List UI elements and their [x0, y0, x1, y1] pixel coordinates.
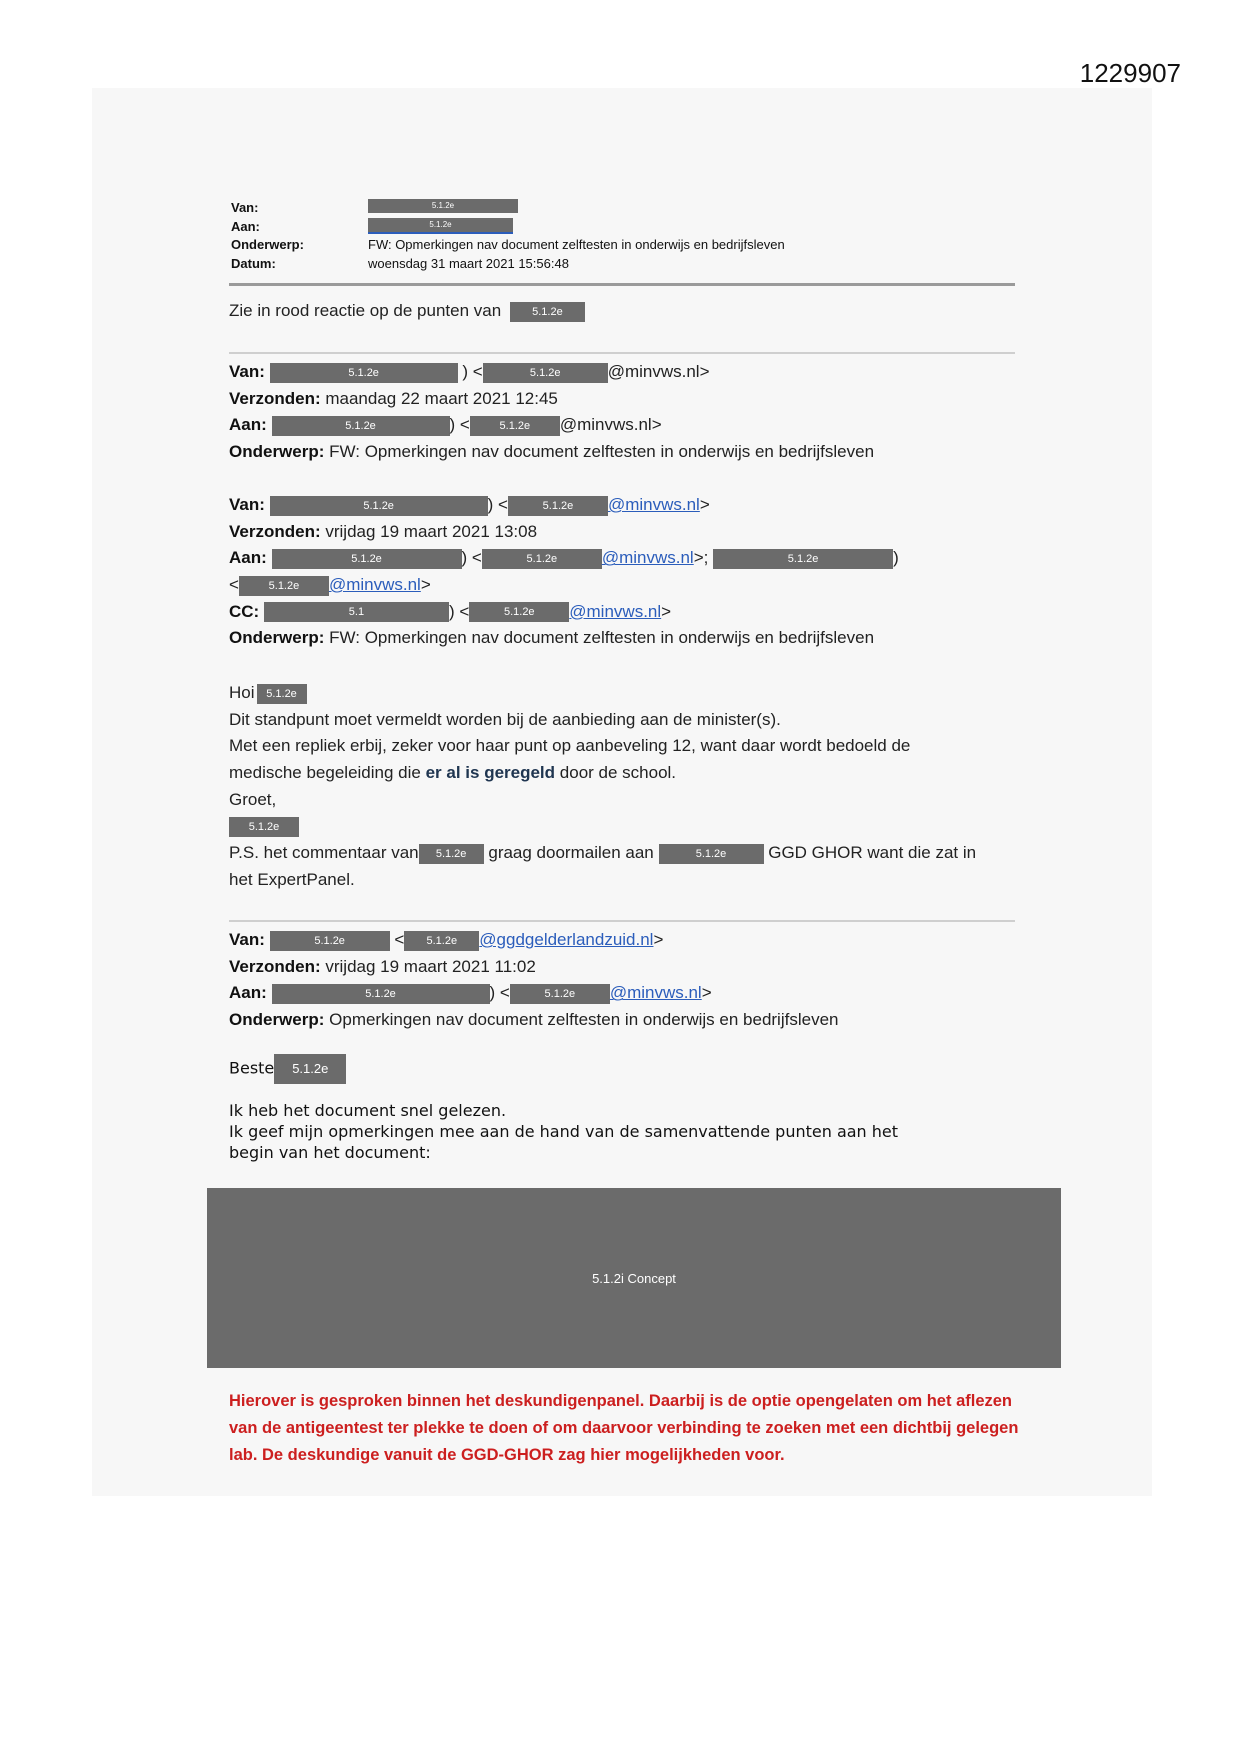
redaction: 5.1.2e [270, 931, 390, 951]
body-text: door de school. [559, 763, 677, 783]
sent-label: Verzonden: [229, 388, 321, 408]
from-domain: @minvws.nl> [607, 362, 710, 381]
subject: FW: Opmerkingen nav document zelftesten in onderwijs en bedrijfsleven [329, 442, 875, 462]
subject-label: Onderwerp: [229, 442, 325, 462]
body-line: Ik heb het document snel gelezen. [229, 1101, 507, 1120]
cc-label: CC: [229, 601, 260, 621]
redaction: 5.1.2e [368, 218, 513, 234]
body-line: Dit standpunt moet vermeldt worden bij de aanbieding aan de minister(s). [229, 709, 781, 729]
redaction: 5.1.2e [470, 416, 560, 436]
from-email-link[interactable]: @minvws.nl [607, 495, 700, 514]
redaction: 5.1.2e [257, 684, 307, 704]
redaction: 5.1.2e [482, 549, 602, 569]
intro-text: Zie in rood reactie op de punten van [229, 301, 502, 320]
date-label: Datum: [231, 255, 276, 271]
body-line: begin van het document: [229, 1143, 431, 1162]
from-label: Van: [229, 495, 265, 514]
mail-1-header: Van: 5.1.2e ) < 5.1.2e @minvws.nl> Verzonden: maandag 22 maart 2021 12:45 Aan: 5.1.2e ) < 5.1.2e @minvws.nl> Onderwerp: FW: Opmerkingen nav document zelftesten in onderwijs en bedrijfsleven [229, 362, 875, 462]
mail-3-header: Van: 5.1.2e < 5.1.2e @ggdgelderlandzuid.nl> Verzonden: vrijdag 19 maart 2021 11:02 Aan: 5.1.2e ) < 5.1.2e @minvws.nl> Onderwerp: Opmerkingen nav document zelftesten in onderwijs en bedrijfsleven [229, 930, 839, 1030]
redaction-partial: 5.1 [264, 602, 449, 622]
ps-text: P.S. het commentaar van [229, 843, 419, 863]
redaction: 5.1.2e [404, 931, 479, 951]
redaction: 5.1.2e [272, 416, 450, 436]
to-domain: @minvws.nl> [559, 415, 662, 435]
from-label: Van: [229, 362, 265, 381]
mail-3-body [229, 1100, 898, 1163]
redaction: 5.1.2e [270, 363, 458, 383]
sent-date: vrijdag 19 maart 2021 13:08 [325, 521, 538, 541]
divider [229, 352, 1015, 354]
to-email-link[interactable]: @minvws.nl [609, 983, 702, 1003]
subject: Opmerkingen nav document zelftesten in onderwijs en bedrijfsleven [329, 1010, 839, 1030]
mail-3-greeting-line [229, 1054, 346, 1084]
body-line: Ik geef mijn opmerkingen mee aan de hand van de samenvattende punten aan het [229, 1122, 899, 1141]
ps-text: graag doormailen aan [488, 843, 654, 863]
redaction: 5.1.2e [713, 549, 893, 569]
redaction: 5.1.2e [272, 549, 462, 569]
redaction: 5.1.2e [510, 984, 610, 1004]
to-email-link-2[interactable]: @minvws.nl [328, 575, 421, 595]
greeting: Beste [229, 1058, 275, 1078]
divider [229, 920, 1015, 922]
from-label: Van: [231, 200, 259, 215]
concept-redaction-block [207, 1188, 1061, 1368]
redaction: 5.1.2e [469, 602, 569, 622]
closing: Groet, [229, 789, 277, 809]
greeting: Hoi [229, 683, 255, 702]
subject-label: Onderwerp: [229, 628, 325, 648]
ps-text: GGD GHOR want die zat in [768, 843, 977, 863]
redaction: 5.1.2e [508, 496, 608, 516]
header-date: woensdag 31 maart 2021 15:56:48 [368, 255, 569, 271]
redaction: 5.1.2e [274, 1054, 346, 1084]
to-label: Aan: [229, 548, 267, 568]
redaction: 5.1.2e [483, 363, 608, 383]
sent-label: Verzonden: [229, 521, 321, 541]
redaction: 5.1.2e [229, 817, 299, 837]
to-label: Aan: [229, 415, 267, 435]
mail-2-body [229, 680, 976, 894]
ps-text: het ExpertPanel. [229, 869, 355, 889]
red-reply-text: Hierover is gesproken binnen het deskundigenpanel. Daarbij is de optie opengelaten om het aflezen van de antigeentest ter plekke te doen of om daarvoor verbinding te zoeken met een dichtbij gelegen lab. De deskundige vanuit de GGD-GHOR zag hier mogelijkheden voor. [229, 1392, 1019, 1464]
redaction: 5.1.2e [270, 496, 488, 516]
redaction: 5.1.2e [419, 844, 484, 864]
redaction: 5.1.2e [368, 199, 518, 213]
header-divider [229, 283, 1015, 286]
cc-email-link[interactable]: @minvws.nl [569, 601, 662, 621]
document-number: 1229907 [1079, 58, 1181, 88]
concept-label: 5.1.2i Concept [592, 1270, 676, 1286]
email-print-header [231, 199, 785, 273]
redaction: 5.1.2e [239, 576, 329, 596]
intro-line [229, 298, 585, 325]
body-text: medische begeleiding die [229, 763, 421, 783]
emphasis-text: er al is geregeld [425, 763, 556, 783]
sent-label: Verzonden: [229, 956, 321, 976]
from-label: Van: [229, 930, 265, 949]
header-subject: FW: Opmerkingen nav document zelftesten in onderwijs en bedrijfsleven [368, 237, 785, 252]
to-email-link[interactable]: @minvws.nl [601, 548, 694, 568]
mail-2-header: Van: 5.1.2e ) < 5.1.2e @minvws.nl> Verzonden: vrijdag 19 maart 2021 13:08 Aan: 5.1.2e ) < 5.1.2e @minvws.nl>; 5.1.2e ) < 5.1.2e @minvws.nl> CC: 5.1 ) < 5.1.2e @minvws.nl> Onderwerp: FW: Opmerkingen nav document zelftesten in onderwijs en bedrijfsleven [229, 495, 899, 648]
subject: FW: Opmerkingen nav document zelftesten in onderwijs en bedrijfsleven [329, 628, 875, 648]
body-line: Met een repliek erbij, zeker voor haar punt op aanbeveling 12, want daar wordt bedoeld de [229, 736, 911, 756]
redaction: 5.1.2e [510, 302, 585, 322]
redaction: 5.1.2e [272, 984, 490, 1004]
redaction: 5.1.2e [659, 844, 764, 864]
from-email-link[interactable]: @ggdgelderlandzuid.nl [479, 930, 654, 949]
to-label: Aan: [231, 218, 260, 234]
subject-label: Onderwerp: [229, 1010, 325, 1030]
sent-date: vrijdag 19 maart 2021 11:02 [325, 956, 536, 976]
to-label: Aan: [229, 983, 267, 1003]
sent-date: maandag 22 maart 2021 12:45 [325, 388, 558, 408]
subject-label: Onderwerp: [231, 237, 304, 252]
